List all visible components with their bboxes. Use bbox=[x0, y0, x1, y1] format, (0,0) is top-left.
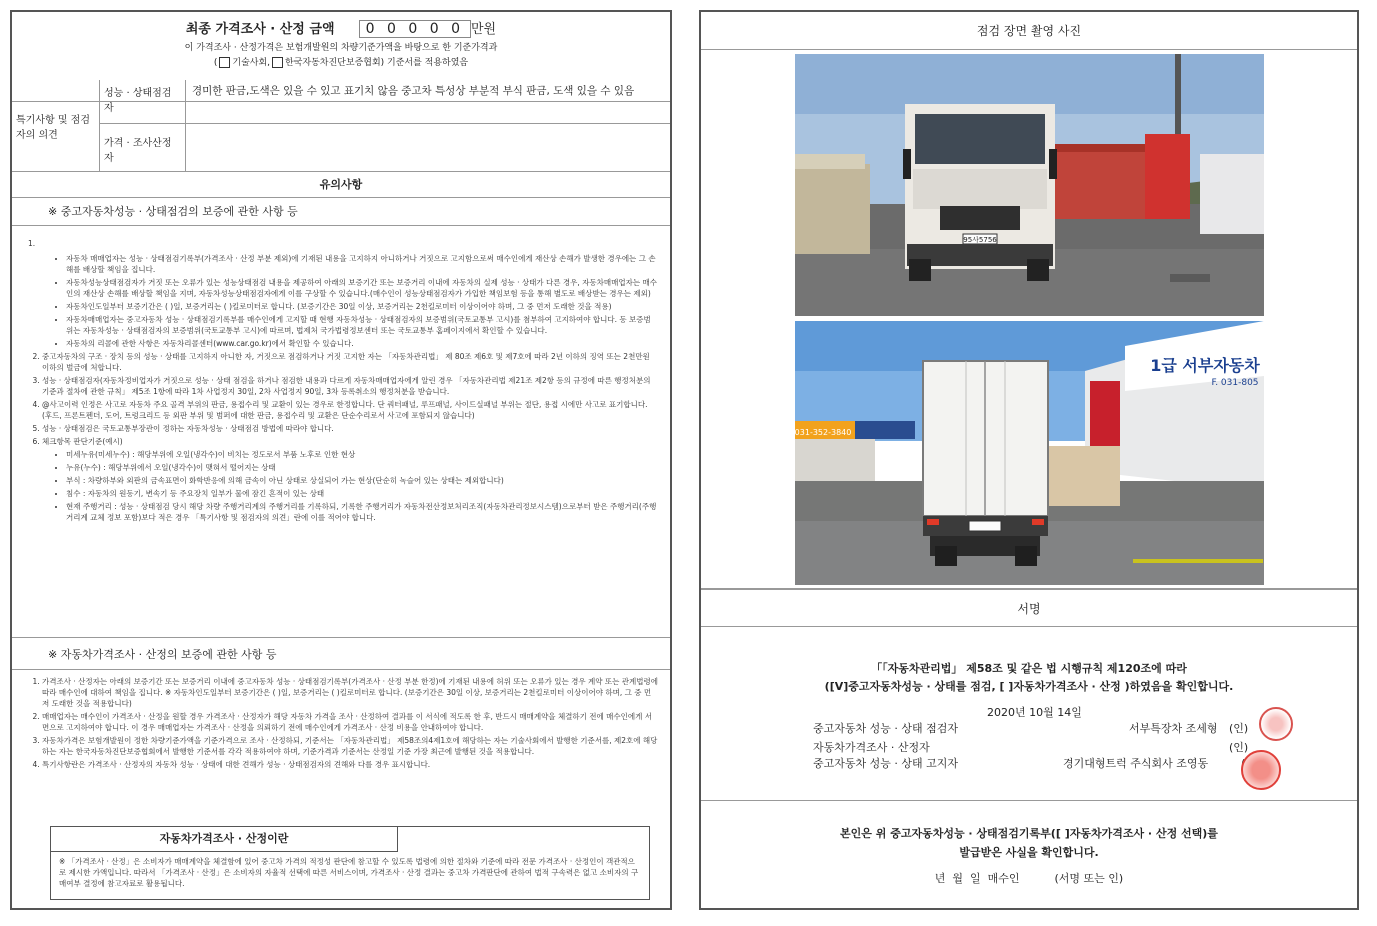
perf-inspector-label: 성능 · 상태점검자 bbox=[100, 80, 186, 124]
list-item: • 침수 : 자동차의 원동기, 변속기 등 주요장치 일부가 물에 잠긴 흔적이 있는 상태 bbox=[66, 488, 658, 499]
list-item: 1. 가격조사 · 산정자는 아래의 보증기간 또는 보증거리 이내에 중고자동차 성능 · 상태점검기록부(가격조사 · 산정 부분 한정)에 기재된 내용에 허위 또는 오류가 있는 경우 계약 또는 관계법령에 따라 매수인에 대하여 책임을 집니다. ※ 자동차인도일부터 보증기간은 ( )일, 보증거리는 ( )킬로미터로 합니다. (보증기간은 30일 이상, 보증거리는 2천킬로미터 이상이어야 하며, 그 중 먼저 도래한 것을 적용합니다) bbox=[42, 676, 658, 709]
price-basis-line: 이 가격조사 · 산정가격은 보험개발원의 차량기준가액을 바탕으로 한 기준가격과 bbox=[184, 43, 498, 53]
list-item: • 자동차매매업자는 중고자동차 성능 · 상태점검기록부를 매수인에게 고지할 때 현행 자동차성능 · 상태점검자의 보증범위(국토교통부 고시)를 첨부하여 고지하여야 합니다. 동 보증범위는 자동차성능 · 상태점검자의 보증범위(국토교통부 고시)에 따르며, 법제처 국가법령정보센터 또는 국토교통부 홈페이지에서 확인할 수 있습니다. bbox=[66, 314, 658, 336]
section1-list: 1. • 자동차 매매업자는 성능 · 상태점검기록부(가격조사 · 산정 부분 제외)에 기재된 내용을 고지하지 아니하거나 거짓으로 고지함으로써 매수인에게 재산상 손해가 발생한 경우에는 그 손해를 배상할 책임을 집니다. • 자동차성능상태점검자가 거짓 또는 오류가 있는 성능상태점검 내용을 제공하여 아래의 보증기간 또는 보증거리 이내에 자동차의 실제 성능 · 상태가 다른 경우, 자동차매매업자는 매수인의 재산상 손해를 배상할 책임을 지며, 자동차성능상태점검자에게 이를 구상할 수 있습니다.(매수인이 성능상태점검자가 가입한 책임보험 등을 통해 별도로 배상받는 경우는 제외) • 자동차인도일부터 보증기간은 ( )일, 보증거리는 ( )킬로미터로 합니다. (보증기간은 30일 이상, 보증거리는 2천킬로미터 이상이어야 하며, 그 중 먼저 도래한 것을 적용) • 자동차매매업자는 중고자동차 성능 · 상태점검기록부를 매수인에게 고지할 때 현행 자동차성능 · 상태점검자의 보증범위(국토교통부 고시)를 첨부하여 고지하여야 합니다. 동 보증범위는 자동차성능 · 상태점검자의 보증범위(국토교통부 고시)에 따르며, 법제처 국가법령정보센터 또는 국토교통부 홈페이지에서 확인할 수 있습니다. • 자동차의 리콜에 관한 사항은 자동차리콜센터(www.car.go.kr)에서 확인할 수 있습니다. 2. 중고자동차의 구조 · 장치 등의 성능 · 상태를 고지하지 아니한 자, 거짓으로 점검하거나 거짓 고지한 자는 「자동차관리법」 제 80조 제6호 및 제7호에 따라 2년 이하의 징역 또는 2천만원 이하의 벌금에 처합니다. 3. 성능 · 상태점검자(자동차정비업자가 거짓으로 성능 · 상태 점검을 하거나 점검한 내용과 다르게 자동차매매업자에게 알린 경우 「자동차관리법 제21조 제2항 등의 규정에 따른 행정처분의 기준과 절차에 관한 규칙」 제5조 1항에 따라 1차 사업정지 30일, 2차 사업정지 90일, 3차 등록취소의 행정처분을 받습니다. 4. @사고이력 인정은 사고로 자동차 주요 골격 부위의 판금, 용접수리 및 교환이 있는 경우로 한정합니다. 단 쿼터패널, 루프패널, 사이드실패널 부위는 절단, 용접 시에만 사고로 표기합니다. (후드, 프론트펜더, 도어, 트렁크리드 등 외판 부위 및 범퍼에 대한 판금, 용접수리 및 교환은 단순수리로서 사고에 포함되지 않습니다) 5. 성능 · 상태점검은 국토교통부장관이 정하는 자동차성능 · 상태점검 방법에 따라야 합니다. 6. 체크항목 판단기준(예시) • 미세누유(미세누수) : 해당부위에 오일(냉각수)이 비치는 정도로서 부품 노후로 인한 현상 • 누유(누수) : 해당부위에서 오일(냉각수)이 맺혀서 떨어지는 상태 • 부식 : 차량하부와 외판의 금속표면이 화학반응에 의해 금속이 아닌 상태로 상실되어 가는 현상(단순히 녹슬어 있는 상태는 제외합니다) • 침수 : 자동차의 원동기, 변속기 등 주요장치 일부가 물에 잠긴 흔적이 있는 상태 • 현재 주행거리 : 성능 · 상태점검 당시 해당 차량 주행거리계의 주행거리를 기록하되, 기록한 주행거리가 자동차전산정보처리조직(자동차관리정보시스템)으로부터 받은 주행거리(주행거리계 교체 정보 포함)보다 적은 경우 「특기사항 및 점검자의 의견」란에 이를 적어야 합니다. bbox=[20, 238, 658, 523]
notifier-seal-stamp bbox=[1241, 750, 1281, 790]
left-page bbox=[10, 10, 672, 910]
price-assessment-box-title: 자동차가격조사 · 산정이란 bbox=[51, 827, 398, 852]
list-item: • 자동차성능상태점검자가 거짓 또는 오류가 있는 성능상태점검 내용을 제공하여 아래의 보증기간 또는 보증거리 이내에 자동차의 실제 성능 · 상태가 다른 경우, 자동차매매업자는 매수인의 재산상 손해를 배상할 책임을 지며, 자동차성능상태점검자에게 이를 구상할 수 있습니다.(매수인이 성능상태점검자가 가입한 책임보험 등을 통해 별도로 배상받는 경우는 제외) bbox=[66, 277, 658, 299]
shop-phone: 031-352-3840 bbox=[795, 428, 852, 437]
list-item: 4. 특기사항란은 가격조사 · 산정자의 자동차 성능 · 상태에 대한 견해가 성능 · 상태점검자의 견해와 다를 경우 표시합니다. bbox=[42, 759, 658, 770]
list-item: 체크항목 판단기준(예시) bbox=[42, 437, 123, 446]
price-amount: 0 0 0 0 0 bbox=[359, 20, 471, 38]
section1-title: ※ 중고자동차성능 · 상태점검의 보증에 관한 사항 등 bbox=[12, 198, 670, 226]
truck-rear-photo bbox=[795, 321, 1264, 585]
list-item: 3. 성능 · 상태점검자(자동차정비업자가 거짓으로 성능 · 상태 점검을 하거나 점검한 내용과 다르게 자동차매매업자에게 알린 경우 「자동차관리법 제21조 제2항 등의 규정에 따른 행정처분의 기준과 절차에 관한 규칙」 제5조 1항에 따라 1차 사업정지 30일, 2차 사업정지 90일, 3차 등록취소의 행정처분을 받습니다. bbox=[42, 375, 658, 397]
list-item: • 부식 : 차량하부와 외판의 금속표면이 화학반응에 의해 금속이 아닌 상태로 상실되어 가는 현상(단순히 녹슬어 있는 상태는 제외합니다) bbox=[66, 475, 658, 486]
list-item: • 자동차의 리콜에 관한 사항은 자동차리콜센터(www.car.go.kr)에서 확인할 수 있습니다. bbox=[66, 338, 658, 349]
list-item: 4. @사고이력 인정은 사고로 자동차 주요 골격 부위의 판금, 용접수리 및 교환이 있는 경우로 한정합니다. 단 쿼터패널, 루프패널, 사이드실패널 부위는 절단, 용접 시에만 사고로 표기합니다. (후드, 프론트펜더, 도어, 트렁크리드 등 외판 부위 및 범퍼에 대한 판금, 용접수리 및 교환은 단순수리로서 사고에 포함되지 않습니다) bbox=[42, 399, 658, 421]
list-item: 3. 자동차가격은 보험개발원이 정한 차량기준가액을 기준가격으로 조사 · 산정하되, 기준서는 「자동차관리법」 제58조의4제1호에 해당하는 자는 기술사회에서 발행한 기준서를, 제2호에 해당하는 자는 한국자동차진단보증협회에서 발행한 기준서를 각각 적용하여야 하며, 기준가격과 기준서는 산정일 기준 가장 최근에 발행된 것을 적용합니다. bbox=[42, 735, 658, 757]
price-assessor-opinion bbox=[186, 124, 670, 172]
truck-front-photo bbox=[795, 54, 1264, 316]
photo-section-title: 점검 장면 촬영 사진 bbox=[701, 12, 1357, 50]
shop-fax: F. 031-805 bbox=[1211, 378, 1259, 388]
buyer-confirmation bbox=[701, 824, 1357, 862]
opinion-label: 특기사항 및 점검자의 의견 bbox=[12, 80, 100, 172]
signer-seal-assessor: (인) bbox=[1229, 741, 1249, 754]
list-item: 2. 매매업자는 매수인이 가격조사 · 산정을 원할 경우 가격조사 · 산정자가 해당 자동차 가격을 조사 · 산정하여 결과를 이 서식에 적도록 한 후, 반드시 매매계약을 체결하기 전에 매수인에게 서면으로 고지하여야 합니다. 이 경우 매매업자는 가격조사 · 산정을 의뢰하기 전에 매수인에게 가격조사 · 산정 비용을 안내하여야 합니다. bbox=[42, 711, 658, 733]
right-page bbox=[699, 10, 1359, 910]
price-assessment-box bbox=[50, 826, 650, 900]
signer-name-notifier: 경기대형트럭 주식회사 조영동 bbox=[1063, 757, 1209, 770]
front-plate: 95사5756 bbox=[963, 236, 997, 244]
opinion-table bbox=[12, 80, 670, 172]
truck-front-illustration bbox=[795, 54, 1264, 316]
section2-title: ※ 자동차가격조사 · 산정의 보증에 관한 사항 등 bbox=[12, 640, 670, 670]
shop-sign: 1급 서부자동차 bbox=[1150, 356, 1260, 375]
signer-name-inspector: 서부특장차 조세형 bbox=[1129, 722, 1218, 735]
truck-rear-illustration bbox=[795, 321, 1264, 585]
law-line-1: 「「자동차관리법」 제58조 및 같은 법 시행규칙 제120조에 따라 bbox=[871, 662, 1187, 675]
list-item: 5. 성능 · 상태점검은 국토교통부장관이 정하는 자동차성능 · 상태점검 방법에 따라야 합니다. bbox=[42, 423, 658, 434]
signer-seal-inspector: (인) bbox=[1229, 722, 1249, 735]
perf-inspector-opinion: 경미한 판금,도색은 있을 수 있고 표기치 않음 중고차 특성상 부분적 부식 판금, 도색 있을 수 있음 bbox=[186, 80, 670, 124]
signer-role-assessor: 자동차가격조사 · 산정자 bbox=[813, 741, 930, 754]
section1-body bbox=[12, 238, 670, 638]
price-unit: 만원 bbox=[470, 22, 497, 37]
option2-checkbox[interactable] bbox=[272, 57, 283, 68]
list-item: • 자동차 매매업자는 성능 · 상태점검기록부(가격조사 · 산정 부분 제외)에 기재된 내용을 고지하지 아니하거나 거짓으로 고지함으로써 매수인에게 재산상 손해가 발생한 경우에는 그 손해를 배상할 책임을 집니다. bbox=[66, 253, 658, 275]
signature-section-title: 서명 bbox=[701, 589, 1357, 627]
signer-role-notifier: 중고자동차 성능 · 상태 고지자 bbox=[813, 757, 958, 770]
option1-checkbox[interactable] bbox=[219, 57, 230, 68]
confirm-line-2: 발급받은 사실을 확인합니다. bbox=[959, 846, 1099, 859]
law-line-2: ([V]중고자동차성능 · 상태를 점검, [ ]자동차가격조사 · 산정 )하였음을 확인합니다. bbox=[824, 680, 1234, 693]
list-item: • 누유(누수) : 해당부위에서 오일(냉각수)이 맺혀서 떨어지는 상태 bbox=[66, 462, 658, 473]
standard-options: ( 기술사회, 한국자동차진단보증협회) 기준서를 적용하였음 bbox=[213, 58, 469, 68]
section2-body bbox=[12, 676, 670, 826]
price-assessor-label: 가격 · 조사산정자 bbox=[100, 124, 186, 172]
list-item: • 자동차인도일부터 보증기간은 ( )일, 보증거리는 ( )킬로미터로 합니다. (보증기간은 30일 이상, 보증거리는 2천킬로미터 이상이어야 하며, 그 중 먼저 도래한 것을 적용) bbox=[66, 301, 658, 312]
law-statement bbox=[701, 660, 1357, 696]
list-item: • 현재 주행거리 : 성능 · 상태점검 당시 해당 차량 주행거리계의 주행거리를 기록하되, 기록한 주행거리가 자동차전산정보처리조직(자동차관리정보시스템)으로부터 받은 주행거리(주행거리계 교체 정보 포함)보다 적은 경우 「특기사항 및 점검자의 의견」란에 이를 적어야 합니다. bbox=[66, 501, 658, 523]
notice-title: 유의사항 bbox=[12, 172, 670, 198]
final-price-title: 최종 가격조사 · 산정 금액 bbox=[185, 22, 335, 37]
confirm-line-1: 본인은 위 중고자동차성능 · 상태점검기록부([ ]자동차가격조사 · 산정 선택)를 bbox=[840, 827, 1218, 840]
inspector-seal-stamp bbox=[1259, 707, 1293, 741]
signer-role-inspector: 중고자동차 성능 · 상태 점검자 bbox=[813, 722, 958, 735]
list-item: • 미세누유(미세누수) : 해당부위에 오일(냉각수)이 비치는 정도로서 부품 노후로 인한 현상 bbox=[66, 449, 658, 460]
signature-date: 2020년 10월 14일 bbox=[987, 706, 1082, 719]
price-assessment-box-text: ※ 「가격조사 · 산정」은 소비자가 매매계약을 체결함에 있어 중고차 가격의 적정성 판단에 참고할 수 있도록 법령에 의한 절차와 기준에 따라 전문 가격조사 · 산정인이 객관적으로 제시한 가액입니다. 따라서 「가격조사 · 산정」은 소비자의 자율적 선택에 따른 서비스이며, 가격조사 · 산정 결과는 중고차 가격판단에 관하여 법적 구속력은 없고 소비자의 구매여부 결정에 참고자료로 활용됩니다. bbox=[59, 857, 639, 888]
list-item: 2. 중고자동차의 구조 · 장치 등의 성능 · 상태를 고지하지 아니한 자, 거짓으로 점검하거나 거짓 고지한 자는 「자동차관리법」 제 80조 제6호 및 제7호에 따라 2년 이하의 징역 또는 2천만원 이하의 벌금에 처합니다. bbox=[42, 351, 658, 373]
buyer-signature-line: 년 월 일 매수인 (서명 또는 인) bbox=[934, 872, 1124, 885]
